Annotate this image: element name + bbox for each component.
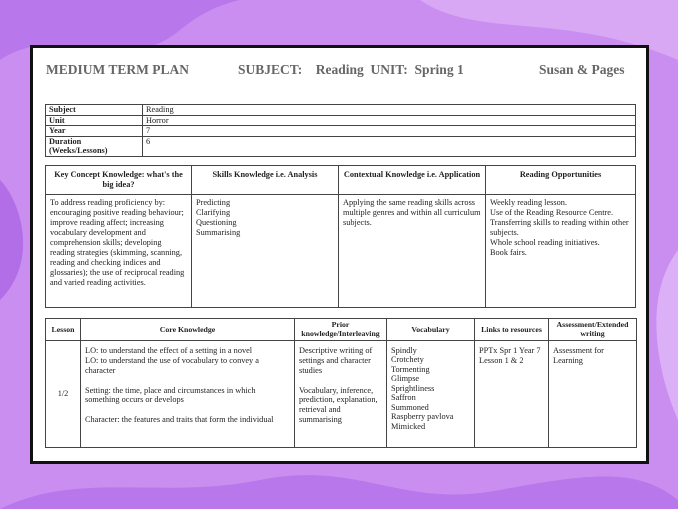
resource-links: PPTx Spr 1 Year 7 Lesson 1 & 2: [475, 340, 549, 447]
author: Susan & Pages: [539, 62, 625, 77]
value: 7: [143, 126, 636, 137]
value: Reading: [143, 105, 636, 116]
column-header: Core Knowledge: [81, 319, 295, 341]
column-header: Links to resources: [475, 319, 549, 341]
column-header: Key Concept Knowledge: what's the big idea?: [46, 166, 192, 195]
plan-title: MEDIUM TERM PLAN: [46, 62, 189, 77]
column-header: Skills Knowledge i.e. Analysis: [192, 166, 339, 195]
column-header: Lesson: [46, 319, 81, 341]
column-header: Contextual Knowledge i.e. Application: [339, 166, 486, 195]
knowledge-table: [45, 165, 636, 308]
subject-heading: SUBJECT: Reading UNIT: Spring 1: [238, 62, 464, 77]
core-knowledge: LO: to understand the effect of a setting in a novel LO: to understand the use of vocabulary to convey a character Setting: the time, place and circumstances in which something occurs or develops Character: the features and traits that form the individual: [81, 340, 295, 447]
label: Subject: [46, 105, 143, 116]
header-row: [46, 319, 637, 341]
column-header: Assessment/Extended writing: [549, 319, 637, 341]
cell: Weekly reading lesson. Use of the Reading Resource Centre. Transferring skills to reading within other subjects. Whole school reading initiatives. Book fairs.: [486, 195, 636, 308]
document-page: [30, 45, 649, 464]
assessment: Assessment for Learning: [549, 340, 637, 447]
prior-knowledge: Descriptive writing of settings and character studies Vocabulary, inference, prediction, explanation, retrieval and summarising: [295, 340, 387, 447]
label: Year: [46, 126, 143, 137]
column-header: Reading Opportunities: [486, 166, 636, 195]
value: 6: [143, 136, 636, 156]
column-header: Vocabulary: [387, 319, 475, 341]
column-header: Prior knowledge/Interleaving: [295, 319, 387, 341]
table-row: [46, 126, 636, 137]
cell: Predicting Clarifying Questioning Summarising: [192, 195, 339, 308]
value: Horror: [143, 115, 636, 126]
label: Unit: [46, 115, 143, 126]
label: Duration (Weeks/Lessons): [46, 136, 143, 156]
table-row: [46, 136, 636, 156]
table-row: [46, 115, 636, 126]
cell: Applying the same reading skills across multiple genres and within all curriculum subjects.: [339, 195, 486, 308]
lesson-number: 1/2: [46, 340, 81, 447]
info-table: [45, 104, 636, 157]
table-row: [46, 195, 636, 308]
header-row: [46, 166, 636, 195]
lesson-table: [45, 318, 637, 448]
cell: To address reading proficiency by: encouraging positive reading behaviour; improve reading affect; increasing vocabulary development and comprehension skills; developing reading strategies (skimming, scanning, reading and checking indices and glossaries); the use of reciprocal reading and varied reading activities.: [46, 195, 192, 308]
vocabulary: Spindly Crotchety Tormenting Glimpse Sprightliness Saffron Summoned Raspberry pavlova Mimicked: [387, 340, 475, 447]
table-row: [46, 105, 636, 116]
table-row: [46, 340, 637, 447]
